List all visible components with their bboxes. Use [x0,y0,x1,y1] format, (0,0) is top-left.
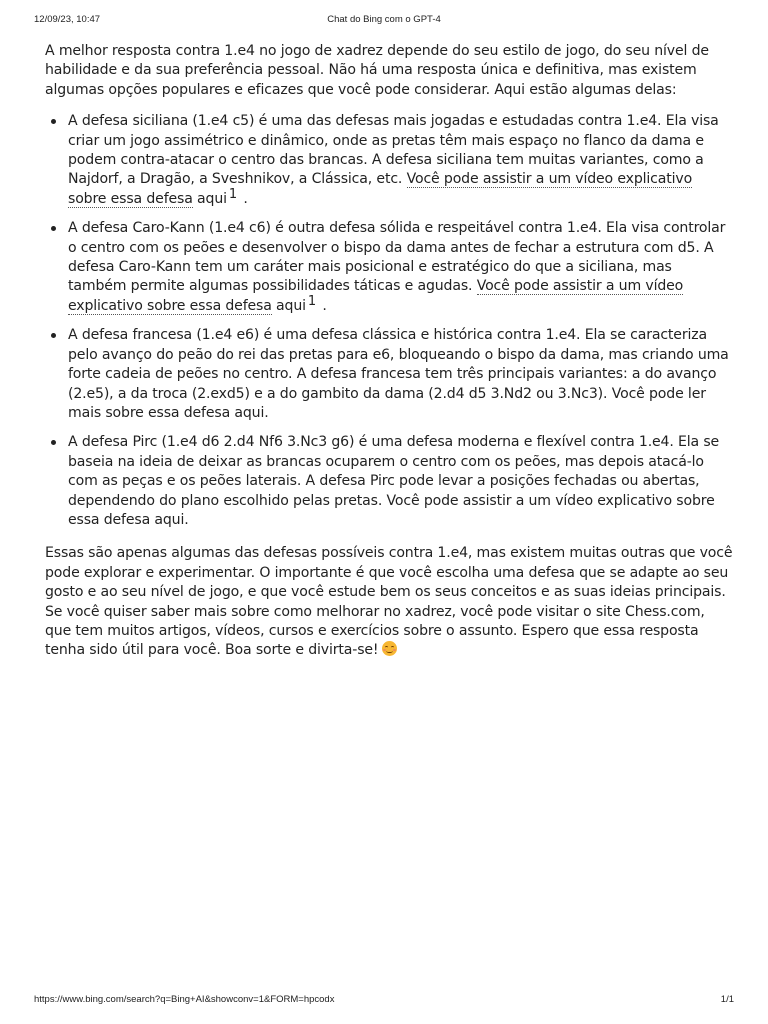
page-number: 1/1 [720,994,734,1005]
intro-paragraph: A melhor resposta contra 1.e4 no jogo de xadrez depende do seu estilo de jogo, do seu nível de habilidade e da sua preferência pessoal. Não há uma resposta única e definitiva, mas existem algumas opções populares e eficazes que você pode considerar. Aqui estão algumas delas: [45,43,709,98]
item-text: A defesa siciliana (1.e4 c5) é uma das defesas mais jogadas e estudadas contra 1.e4. Ela visa criar um jogo assimétrico e dinâmico, onde as pretas têm mais espaço no flanco da dama e podem contra-atacar o centro das brancas. A defesa siciliana tem muitas variantes, como a Najdorf, a Dragão, a Sveshnikov, a Clássica, etc. [68,113,719,188]
bullet-icon [51,440,56,445]
closing-text: Essas são apenas algumas das defesas possíveis contra 1.e4, mas existem muitas outras que você pode explorar e experimentar. O importante é que você escolha uma defesa que se adapte ao seu gosto e ao seu nível de jogo, e que você estude bem os seus conceitos e as suas ideias principais. Se você quiser saber mais sobre como melhorar no xadrez, você pode visitar o site Chess.com, que tem muitos artigos, vídeos, cursos e exercícios sobre o assunto. Espero que essa resposta tenha sido útil para você. Boa sorte e divirta-se! [45,545,733,659]
item-end: . [318,297,327,314]
item-text: A defesa francesa (1.e4 e6) é uma defesa clássica e histórica contra 1.e4. Ela se caracteriza pelo avanço do peão do rei das pretas para e6, bloqueando o bispo da dama, mas criando uma forte cadeia de peões no centro. A defesa francesa tem três principais variantes: a do avanço (2.e5), a da troca (2.exd5) e a do gambito da dama (2.d4 d5 3.Nd2 ou 3.Nc3). Você pode ler mais sobre essa defesa aqui. [68,327,729,421]
item-after: aqui [271,297,306,314]
video-link[interactable]: Você pode assistir a um vídeo explicativo sobre essa defesa [68,171,693,207]
defense-list [45,112,733,530]
list-item [45,326,733,423]
smiling-face-icon [382,641,397,656]
list-item [45,433,733,530]
item-end: . [239,190,248,207]
citation-ref[interactable]: 1 [228,186,237,202]
page-title: Chat do Bing com o GPT-4 [327,14,441,25]
chat-response [45,42,733,661]
list-item [45,112,733,209]
closing-paragraph [45,544,733,660]
print-date: 12/09/23, 10:47 [34,14,101,25]
item-text: A defesa Caro-Kann (1.e4 c6) é outra defesa sólida e respeitável contra 1.e4. Ela visa controlar o centro com os peões e desenvolver o bispo da dama antes de fechar a estrutura com d5. A defesa Caro-Kann tem um caráter mais posicional e estratégico do que a siciliana, mas também permite algumas possibilidades táticas e agudas. [68,220,726,295]
item-after: aqui [192,190,227,207]
item-text: A defesa Pirc (1.e4 d6 2.d4 Nf6 3.Nc3 g6) é uma defesa moderna e flexível contra 1.e4. Ela se baseia na ideia de deixar as brancas ocuparem o centro com os peões, mas depois atacá-lo com as peças e os peões laterais. A defesa Pirc pode levar a posições fechadas ou abertas, dependendo do plano escolhido pelas pretas. Você pode assistir a um vídeo explicativo sobre essa defesa aqui. [68,434,720,528]
list-item [45,219,733,316]
bullet-icon [51,119,56,124]
bullet-icon [51,333,56,338]
video-link[interactable]: Você pode assistir a um vídeo explicativo sobre essa defesa [68,278,684,314]
bullet-icon [51,226,56,231]
citation-ref[interactable]: 1 [307,293,317,309]
page-url: https://www.bing.com/search?q=Bing+AI&showconv=1&FORM=hpcodx [34,994,335,1005]
